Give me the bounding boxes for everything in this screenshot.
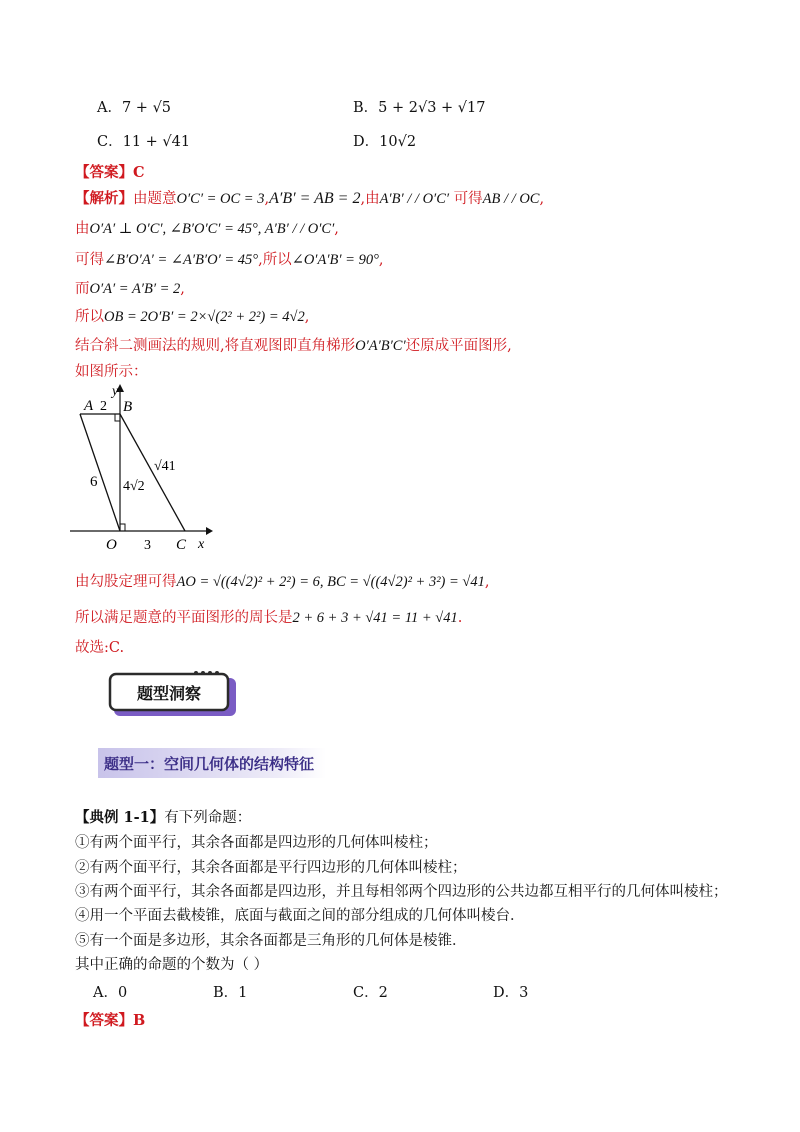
- segment-ao: [80, 414, 120, 531]
- answer2-line: [75, 1011, 145, 1031]
- example-item-2: ②有两个面平行，其余各面都是平行四边形的几何体叫棱柱；: [75, 860, 467, 876]
- analysis-line-6: [75, 336, 512, 356]
- analysis-line-5: 所以OB = 2O′B′ = 2×√(2² + 2²) = 4√2,: [75, 309, 310, 325]
- example-item-4: ④用一个平面去截棱锥，底面与截面之间的部分组成的几何体叫棱台．: [75, 908, 525, 924]
- label-o: O: [106, 537, 117, 553]
- section-title-banner: [98, 748, 326, 778]
- badge-ring: [201, 671, 205, 675]
- analysis-line-3: 可得∠B′O′A′ = ∠A′B′O′ = 45°,所以∠O′A′B′ = 90°,: [75, 252, 384, 268]
- example-option-c: C．2: [353, 985, 388, 1001]
- analysis-line-4: 而O′A′ = A′B′ = 2,: [75, 281, 185, 297]
- example-label: 【典例 1-1】: [75, 809, 165, 826]
- formula: AO = √((4√2)² + 2²) = 6, BC = √((4√2)² + 3²) = √41: [176, 574, 485, 590]
- text: 所以: [262, 252, 292, 268]
- example-question: 其中正确的命题的个数为（ ）: [75, 957, 269, 973]
- answer-line: [75, 163, 145, 183]
- option-a: A．7 + √5: [97, 100, 172, 116]
- text: 可得: [75, 252, 104, 268]
- text: 所以: [75, 309, 104, 325]
- text: 结合斜二测画法的规则,将直观图即直角梯形: [75, 338, 356, 354]
- example-intro: [75, 808, 251, 828]
- right-angle-b: [115, 414, 120, 421]
- label-ab-length: 2: [100, 399, 107, 414]
- text: 有下列命题：: [164, 810, 252, 826]
- formula: O′A′B′C′: [355, 338, 406, 354]
- trapezoid-figure: [68, 378, 218, 558]
- x-axis-arrow: [206, 527, 213, 535]
- label-y: y: [112, 384, 119, 399]
- badge-text: 题型洞察: [136, 684, 202, 703]
- analysis-line-9: 所以满足题意的平面图形的周长是2 + 6 + 3 + √41 = 11 + √41.: [75, 610, 463, 626]
- section-badge: [108, 670, 238, 718]
- badge-ring: [215, 671, 219, 675]
- formula: A′B′ / / O′C′: [379, 191, 450, 207]
- formula: A′B′ = AB = 2: [269, 190, 361, 207]
- answer-value: C: [133, 164, 145, 181]
- answer2-label: 【答案】: [75, 1012, 133, 1029]
- label-a: A: [84, 398, 94, 414]
- formula: ∠B′O′A′ = ∠A′B′O′ = 45°: [104, 252, 259, 268]
- formula: O′A′ ⊥ O′C′, ∠B′O′C′ = 45°, A′B′ / / O′C′: [89, 221, 335, 237]
- analysis-label: 【解析】: [75, 190, 133, 207]
- formula: ∠O′A′B′ = 90°: [291, 252, 379, 268]
- label-b: B: [123, 399, 133, 415]
- formula: 2 + 6 + 3 + √41 = 11 + √41: [292, 610, 458, 626]
- text: 所以满足题意的平面图形的周长是: [75, 610, 293, 626]
- section-title: 题型一：空间几何体的结构特征: [104, 755, 315, 773]
- example-option-a: A．0: [93, 985, 128, 1001]
- right-angle-o: [120, 524, 125, 531]
- text: 可得: [453, 191, 483, 207]
- option-d: D．10√2: [353, 134, 417, 150]
- text: 由: [75, 221, 90, 237]
- analysis-line-2: 由O′A′ ⊥ O′C′, ∠B′O′C′ = 45°, A′B′ / / O′C′,: [75, 221, 339, 237]
- analysis-line-10: 故选:C.: [75, 640, 125, 656]
- answer2-value: B: [133, 1012, 146, 1029]
- label-ao-length: 6: [90, 474, 98, 490]
- example-item-3: ③有两个面平行，其余各面都是四边形，并且每相邻两个四边形的公共边都互相平行的几何体叫棱柱；: [75, 884, 728, 900]
- analysis-line-7: 如图所示：: [75, 364, 148, 380]
- text: 由题意: [133, 191, 177, 207]
- text: 还原成平面图形,: [405, 338, 512, 354]
- formula: O′A′ = A′B′ = 2: [89, 281, 181, 297]
- label-x: x: [198, 537, 205, 552]
- label-bc-length: √41: [154, 459, 176, 474]
- formula: OB = 2O′B′ = 2×√(2² + 2²) = 4√2: [104, 309, 305, 325]
- example-item-5: ⑤有一个面是多边形，其余各面都是三角形的几何体是棱锥．: [75, 933, 467, 949]
- answer-label: 【答案】: [75, 164, 133, 181]
- label-c: C: [176, 537, 187, 553]
- label-oc-length: 3: [144, 538, 151, 553]
- example-option-b: B．1: [213, 985, 248, 1001]
- option-c: C．11 + √41: [97, 134, 191, 150]
- text: 由: [365, 191, 380, 207]
- example-item-1: ①有两个面平行，其余各面都是四边形的几何体叫棱柱；: [75, 835, 438, 851]
- example-option-d: D．3: [493, 985, 529, 1001]
- label-ob-length: 4√2: [123, 479, 145, 494]
- badge-ring: [194, 671, 198, 675]
- badge-ring: [208, 671, 212, 675]
- text: 而: [75, 281, 90, 297]
- formula: AB / / OC: [482, 191, 540, 207]
- text: 由勾股定理可得: [75, 574, 177, 590]
- analysis-line-8: 由勾股定理可得AO = √((4√2)² + 2²) = 6, BC = √((4√2)² + 3²) = √41,: [75, 574, 490, 590]
- option-b: B．5 + 2√3 + √17: [353, 100, 486, 116]
- formula: O′C′ = OC = 3: [176, 191, 265, 207]
- analysis-line-1: 【解析】由题意O′C′ = OC = 3,A′B′ = AB = 2,由A′B′ / / O′C′ 可得AB / / OC,: [75, 190, 545, 207]
